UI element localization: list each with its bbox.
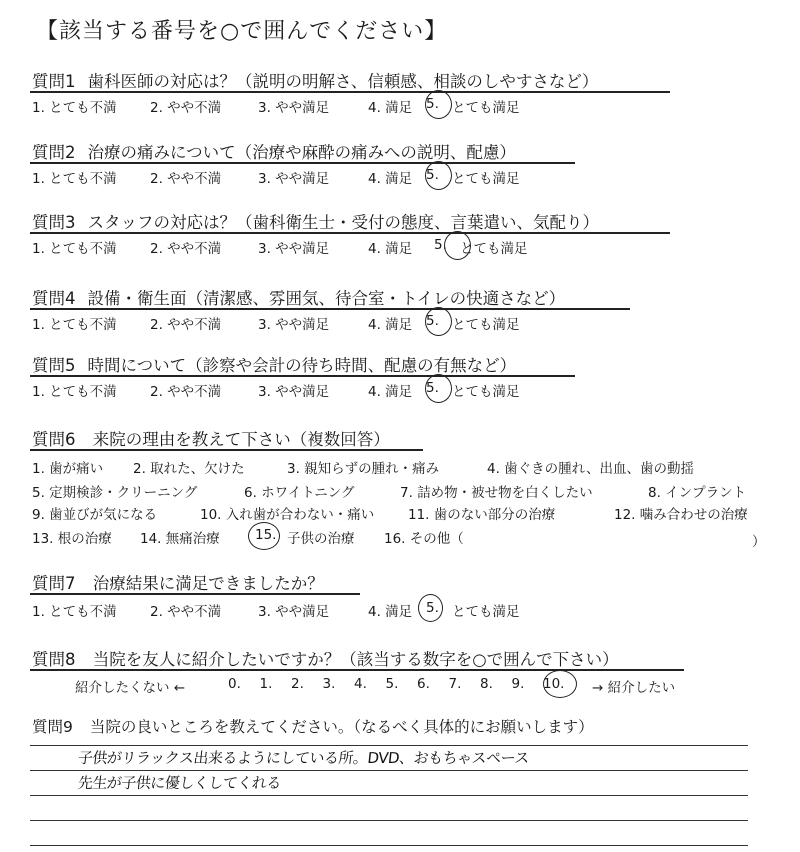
q6-option[interactable]: 14. 無痛治療 (140, 531, 220, 547)
q5-option-5-label[interactable]: とても満足 (452, 384, 520, 400)
q4-text: 設備・衛生面（清潔感、雰囲気、待合室・トイレの快適さなど） (87, 289, 566, 308)
selection-circle (425, 307, 452, 336)
q1-option-2[interactable]: 2. やや不満 (150, 100, 222, 116)
q4-underline (30, 308, 630, 310)
selection-circle (444, 231, 471, 260)
q7-label: 質問7 (32, 574, 76, 593)
q3-heading (32, 209, 599, 233)
answer-line (30, 770, 748, 771)
q5-option-3[interactable]: 3. やや満足 (258, 384, 330, 400)
q4-heading (32, 285, 565, 309)
q8-scale-option[interactable]: 1. (259, 676, 273, 692)
q6-option[interactable]: 7. 詰め物・被せ物を白くしたい (400, 485, 593, 501)
q7-option-4[interactable]: 4. 満足 (368, 604, 413, 620)
q5-underline (30, 375, 575, 377)
selection-circle (418, 594, 443, 622)
q1-option-4[interactable]: 4. 満足 (368, 100, 413, 116)
q7-option-5-label[interactable]: とても満足 (452, 604, 520, 620)
q2-text: 治療の痛みについて（治療や麻酔の痛みへの説明、配慮） (87, 143, 516, 162)
q8-scale-option[interactable]: 7. (448, 676, 462, 692)
q6-option[interactable]: 16. その他（ (384, 531, 464, 547)
q6-option[interactable]: 3. 親知らずの腫れ・痛み (287, 461, 440, 477)
q9-text: 当院の良いところを教えてください。（なるべく具体的にお願いします） (89, 718, 594, 736)
q7-option-3[interactable]: 3. やや満足 (258, 604, 330, 620)
q6-other-close-paren: ） (752, 534, 766, 550)
q2-label: 質問2 (32, 143, 76, 162)
selection-circle (248, 522, 280, 550)
q4-option-5[interactable]: 5. (426, 313, 439, 329)
answer-line (30, 745, 748, 746)
q7-option-1[interactable]: 1. とても不満 (32, 604, 117, 620)
q8-scale-option[interactable]: 2. (291, 676, 304, 692)
q4-option-1[interactable]: 1. とても不満 (32, 317, 117, 333)
q3-label: 質問3 (32, 213, 76, 232)
selection-circle (425, 374, 452, 403)
q2-option-5[interactable]: 5. (426, 167, 439, 183)
q6-option[interactable]: 13. 根の治療 (32, 531, 112, 547)
q9-answer-line-1[interactable]: 子供がリラックス出来るようにしている所。DVD、おもちゃスペース (77, 749, 530, 767)
q6-option-selected-number[interactable]: 15. (255, 527, 277, 543)
q3-option-1[interactable]: 1. とても不満 (32, 241, 117, 257)
q6-option[interactable]: 8. インプラント (648, 485, 747, 501)
q7-text: 治療結果に満足できましたか？ (92, 574, 324, 593)
q8-underline (30, 669, 684, 671)
q6-heading (32, 426, 390, 450)
q8-scale-option[interactable]: 0. (228, 676, 241, 692)
q5-option-5[interactable]: 5. (426, 380, 439, 396)
q5-option-1[interactable]: 1. とても不満 (32, 384, 117, 400)
q3-option-3[interactable]: 3. やや満足 (258, 241, 330, 257)
q6-text: 来院の理由を教えて下さい（複数回答） (92, 430, 390, 449)
q1-label: 質問1 (32, 72, 76, 91)
q6-option[interactable]: 9. 歯並びが気になる (32, 507, 158, 523)
q1-option-5-label[interactable]: とても満足 (452, 100, 520, 116)
q6-option[interactable]: 12. 噛み合わせの治療 (614, 507, 748, 523)
q1-option-5[interactable]: 5. (426, 96, 439, 112)
q4-option-2[interactable]: 2. やや不満 (150, 317, 222, 333)
q3-option-5-label[interactable]: とても満足 (460, 241, 528, 257)
selection-circle (543, 670, 577, 698)
q3-underline (30, 232, 670, 234)
selection-circle (425, 161, 452, 190)
q3-text: スタッフの対応は？（歯科衛生士・受付の態度、言葉遣い、気配り） (87, 213, 599, 232)
q2-heading (32, 139, 516, 163)
q1-underline (30, 91, 670, 93)
q2-option-5-label[interactable]: とても満足 (452, 171, 520, 187)
q9-answer-line-2[interactable]: 先生が子供に優しくしてくれる (77, 774, 282, 792)
q8-scale-option[interactable]: 9. (511, 676, 525, 692)
q8-right-label: → 紹介したい (592, 680, 676, 696)
q6-underline (30, 449, 423, 451)
q7-option-5[interactable]: 5. (426, 600, 439, 616)
q5-heading (32, 352, 516, 376)
q6-option[interactable]: 子供の治療 (287, 531, 355, 547)
q1-heading (32, 68, 598, 92)
q8-scale-option[interactable]: 4. (354, 676, 367, 692)
q3-option-2[interactable]: 2. やや不満 (150, 241, 222, 257)
q1-text: 歯科医師の対応は？（説明の明解さ、信頼感、相談のしやすさなど） (87, 72, 599, 91)
q3-option-5[interactable]: 5. (434, 237, 447, 253)
q1-option-3[interactable]: 3. やや満足 (258, 100, 330, 116)
q8-scale-option[interactable]: 5. (385, 676, 399, 692)
q2-option-2[interactable]: 2. やや不満 (150, 171, 222, 187)
q6-option[interactable]: 4. 歯ぐきの腫れ、出血、歯の動揺 (487, 461, 694, 477)
q9-heading (32, 715, 594, 737)
q5-option-2[interactable]: 2. やや不満 (150, 384, 222, 400)
q7-underline (30, 593, 360, 595)
q8-scale-option[interactable]: 8. (480, 676, 493, 692)
q8-scale-option[interactable]: 6. (417, 676, 430, 692)
q5-label: 質問5 (32, 356, 76, 375)
q8-scale-option[interactable]: 10. (543, 676, 565, 692)
q2-option-3[interactable]: 3. やや満足 (258, 171, 330, 187)
q5-text: 時間について（診察や会計の待ち時間、配慮の有無など） (87, 356, 517, 375)
q8-scale-option[interactable]: 3. (322, 676, 336, 692)
q2-option-4[interactable]: 4. 満足 (368, 171, 413, 187)
q6-label: 質問6 (32, 430, 76, 449)
q6-option[interactable]: 2. 取れた、欠けた (133, 461, 245, 477)
q6-option[interactable]: 10. 入れ歯が合わない・痛い (200, 507, 375, 523)
q4-option-4[interactable]: 4. 満足 (368, 317, 413, 333)
q7-heading (32, 570, 324, 594)
q8-left-label: 紹介したくない ← (75, 680, 186, 696)
q6-option[interactable]: 11. 歯のない部分の治療 (408, 507, 556, 523)
q6-option[interactable]: 5. 定期検診・クリーニング (32, 485, 198, 501)
q2-underline (30, 162, 575, 164)
answer-line (30, 845, 748, 846)
q3-option-4[interactable]: 4. 満足 (368, 241, 413, 257)
q8-label: 質問8 (32, 650, 76, 669)
q7-option-2[interactable]: 2. やや不満 (150, 604, 222, 620)
answer-line (30, 820, 748, 821)
q4-option-3[interactable]: 3. やや満足 (258, 317, 330, 333)
q9-label: 質問9 (32, 718, 73, 736)
q8-heading (32, 646, 619, 670)
q4-label: 質問4 (32, 289, 76, 308)
q2-option-1[interactable]: 1. とても不満 (32, 171, 117, 187)
answer-line (30, 795, 748, 796)
q8-text: 当院を友人に紹介したいですか？（該当する数字を○で囲んで下さい） (92, 650, 619, 669)
selection-circle (425, 90, 452, 119)
q6-option[interactable]: 1. 歯が痛い (32, 461, 104, 477)
q1-option-1[interactable]: 1. とても不満 (32, 100, 117, 116)
q4-option-5-label[interactable]: とても満足 (452, 317, 520, 333)
q6-option[interactable]: 6. ホワイトニング (244, 485, 355, 501)
q5-option-4[interactable]: 4. 満足 (368, 384, 413, 400)
form-title: 【該当する番号を○で囲んでください】 (36, 19, 448, 44)
